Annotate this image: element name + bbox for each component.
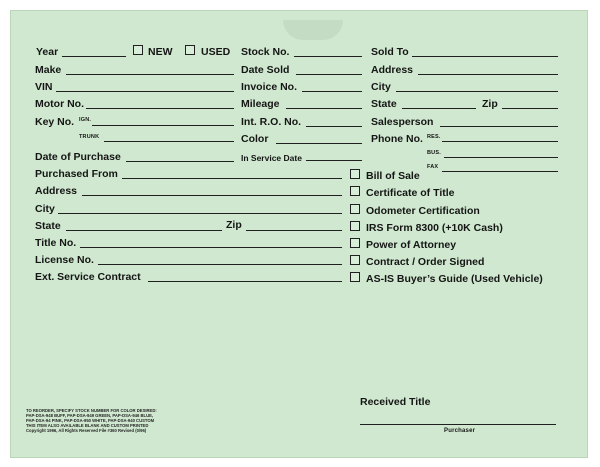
color-field[interactable] [276, 143, 362, 144]
state-label: State [35, 220, 61, 232]
vin-field[interactable] [56, 91, 234, 92]
title-no-label: Title No. [35, 237, 77, 249]
phone-bus-field[interactable] [444, 157, 558, 158]
motor-no-field[interactable] [86, 108, 234, 109]
bill-of-sale-checkbox[interactable] [350, 169, 360, 179]
trunk-label: TRUNK [79, 134, 100, 140]
license-no-label: License No. [35, 254, 94, 266]
sold-to-label: Sold To [371, 46, 409, 58]
reorder-fine-print: TO REORDER, SPECIFY STOCK NUMBER FOR COLOR DESIRED: PAP-DSA-948 BUFF, PAP-DSA-949 GREEN, PAP-DSA-946 BLUE, PAP-DSA-94 PINK, PAP-DSA-950 WHITE, PAP-DSA-940 CUSTOM THIS ITEM ALSO AVAILABLE BLANK AND CUSTOM PRINTED Copyright 1996, All Rights Reserved File #360 Revised (0/96) [26, 408, 157, 433]
key-ign-field[interactable] [92, 125, 234, 126]
mileage-field[interactable] [286, 108, 362, 109]
buyer-address-label: Address [371, 64, 414, 76]
in-service-date-field[interactable] [306, 160, 362, 161]
buyer-address-field[interactable] [418, 74, 558, 75]
odometer-certification-label: Odometer Certification [366, 205, 480, 217]
new-label: NEW [148, 46, 173, 58]
odometer-certification-checkbox[interactable] [350, 204, 360, 214]
ext-service-contract-field[interactable] [148, 281, 342, 282]
license-no-field[interactable] [98, 264, 342, 265]
bus-label: BUS. [427, 150, 441, 156]
buyer-state-field[interactable] [402, 108, 476, 109]
invoice-no-field[interactable] [302, 91, 362, 92]
int-ro-no-label: Int. R.O. No. [241, 116, 302, 128]
received-title-label: Received Title [360, 396, 431, 408]
salesperson-label: Salesperson [371, 116, 434, 128]
contract-order-signed-label: Contract / Order Signed [366, 256, 485, 268]
res-label: RES. [427, 134, 441, 140]
zip-label: Zip [226, 219, 242, 231]
irs-form-8300-checkbox[interactable] [350, 221, 360, 231]
buyer-zip-label: Zip [482, 98, 498, 110]
title-no-field[interactable] [80, 247, 342, 248]
invoice-no-label: Invoice No. [241, 81, 298, 93]
power-of-attorney-label: Power of Attorney [366, 239, 457, 251]
ext-service-contract-label: Ext. Service Contract [35, 271, 141, 283]
city-label: City [35, 203, 55, 215]
purchaser-signature-line[interactable] [360, 424, 556, 425]
purchaser-label: Purchaser [444, 428, 476, 434]
address-field[interactable] [82, 195, 342, 196]
stock-no-field[interactable] [294, 56, 362, 57]
make-field[interactable] [66, 74, 234, 75]
certificate-of-title-label: Certificate of Title [366, 187, 455, 199]
year-field[interactable] [62, 56, 126, 57]
in-service-date-label: In Service Date [241, 153, 302, 163]
new-checkbox[interactable] [133, 45, 143, 55]
date-sold-field[interactable] [296, 74, 362, 75]
mileage-label: Mileage [241, 98, 280, 110]
sold-to-field[interactable] [412, 56, 558, 57]
deal-jacket-form [10, 10, 588, 458]
make-label: Make [35, 64, 62, 76]
contract-order-signed-checkbox[interactable] [350, 255, 360, 265]
buyer-zip-field[interactable] [502, 108, 558, 109]
int-ro-no-field[interactable] [306, 126, 362, 127]
key-no-label: Key No. [35, 116, 75, 128]
as-is-buyers-guide-label: AS-IS Buyer’s Guide (Used Vehicle) [366, 273, 543, 285]
irs-form-8300-label: IRS Form 8300 (+10K Cash) [366, 222, 503, 234]
purchased-from-label: Purchased From [35, 168, 118, 180]
color-label: Color [241, 133, 269, 145]
state-field[interactable] [66, 230, 222, 231]
fax-label: FAX [427, 164, 439, 170]
certificate-of-title-checkbox[interactable] [350, 186, 360, 196]
key-trunk-field[interactable] [104, 141, 234, 142]
phone-res-field[interactable] [442, 141, 558, 142]
buyer-state-label: State [371, 98, 397, 110]
address-label: Address [35, 185, 78, 197]
phone-no-label: Phone No. [371, 133, 423, 145]
buyer-city-label: City [371, 81, 391, 93]
zip-field[interactable] [246, 230, 342, 231]
ign-label: IGN. [79, 117, 92, 123]
motor-no-label: Motor No. [35, 98, 84, 110]
buyer-city-field[interactable] [396, 91, 558, 92]
used-checkbox[interactable] [185, 45, 195, 55]
vin-label: VIN [35, 81, 53, 93]
folder-notch [283, 20, 343, 40]
bill-of-sale-label: Bill of Sale [366, 170, 420, 182]
purchased-from-field[interactable] [122, 178, 342, 179]
stock-no-label: Stock No. [241, 46, 290, 58]
city-field[interactable] [58, 213, 342, 214]
as-is-buyers-guide-checkbox[interactable] [350, 272, 360, 282]
power-of-attorney-checkbox[interactable] [350, 238, 360, 248]
salesperson-field[interactable] [440, 126, 558, 127]
date-sold-label: Date Sold [241, 64, 290, 76]
year-label: Year [36, 46, 59, 58]
date-of-purchase-label: Date of Purchase [35, 151, 121, 163]
date-of-purchase-field[interactable] [126, 161, 234, 162]
used-label: USED [201, 46, 231, 58]
phone-fax-field[interactable] [442, 171, 558, 172]
